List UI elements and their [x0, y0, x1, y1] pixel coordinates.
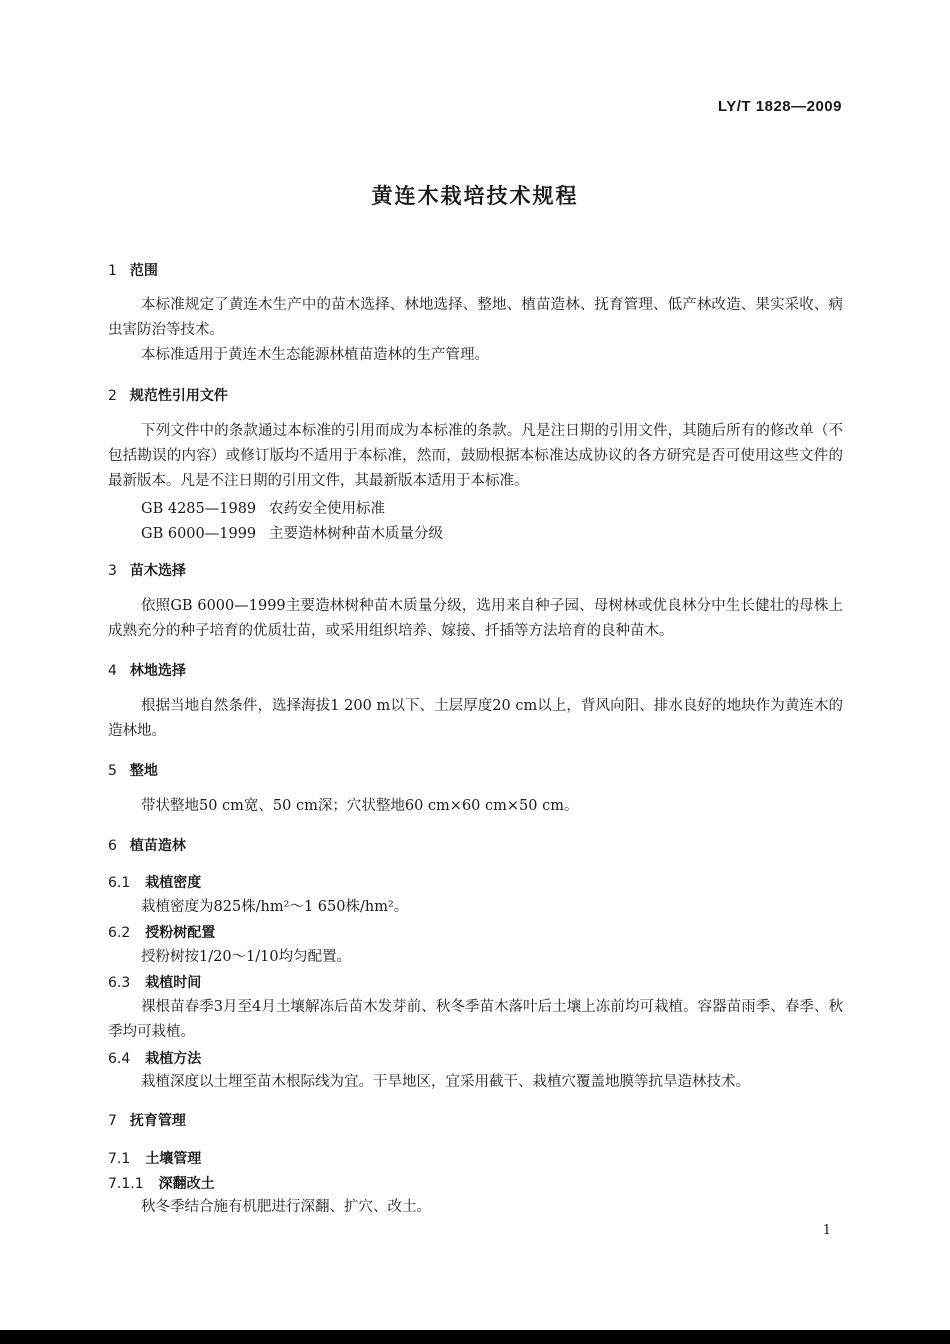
section-title: 范围	[129, 263, 158, 279]
subsection-heading-6-1	[108, 872, 201, 892]
reference-item	[141, 497, 385, 518]
paragraph-pollinator-trees: 授粉树按1/20～1/10均匀配置。	[141, 949, 352, 965]
subsection-heading-7-1-1	[108, 1173, 215, 1193]
standard-code: LY/T 1828—2009	[717, 98, 842, 115]
section-number: 2	[108, 388, 117, 404]
paragraph-planting-density: 栽植密度为825株/hm²～1 650株/hm²。	[141, 899, 409, 915]
section-number: 6	[108, 838, 117, 854]
section-title: 规范性引用文件	[129, 388, 228, 404]
subsection-number: 7.1.1	[108, 1176, 144, 1192]
paragraph-site-selection: 根据当地自然条件，选择海拔1 200 m以下、土层厚度20 cm以上，背风向阳、排水良好的地块作为黄连木的造林地。	[108, 698, 843, 739]
section-heading-2	[108, 385, 228, 405]
paragraph-scope-1: 本标准规定了黄连木生产中的苗木选择、林地选择、整地、植苗造林、抚育管理、低产林改造、果实采收、病虫害防治等技术。	[108, 297, 843, 338]
section-number: 1	[108, 263, 117, 279]
subsection-number: 6.1	[108, 875, 131, 891]
section-heading-6	[108, 835, 186, 855]
reference-code: GB 4285—1989	[141, 501, 257, 517]
paragraph-scope-2: 本标准适用于黄连木生态能源林植苗造林的生产管理。	[141, 347, 489, 363]
paragraph-seedling-selection: 依照GB 6000—1999主要造林树种苗木质量分级，选用来自种子园、母树林或优良林分中生长健壮的母株上成熟充分的种子培育的优质壮苗，或采用组织培养、嫁接、扦插等方法培育的良种苗木。	[108, 598, 843, 639]
subsection-heading-6-2	[108, 922, 215, 942]
subsection-number: 6.4	[108, 1051, 131, 1067]
section-title: 抚育管理	[129, 1113, 186, 1129]
section-number: 4	[108, 663, 117, 679]
section-title: 整地	[129, 763, 158, 779]
subsection-heading-6-4	[108, 1048, 201, 1068]
paragraph-planting-method: 栽植深度以土埋至苗木根际线为宜。干旱地区，宜采用截干、栽植穴覆盖地膜等抗旱造林技术。	[141, 1074, 750, 1090]
section-heading-7	[108, 1110, 186, 1130]
document-title: 黄连木栽培技术规程	[371, 184, 579, 208]
bottom-border	[0, 1330, 950, 1344]
reference-title: 主要造林树种苗木质量分级	[269, 526, 443, 542]
subsection-title: 栽植密度	[145, 875, 202, 891]
subsection-title: 深翻改土	[158, 1176, 215, 1192]
subsection-number: 7.1	[108, 1151, 131, 1167]
page-number: 1	[822, 1223, 831, 1238]
subsection-title: 栽植方法	[145, 1051, 202, 1067]
section-number: 7	[108, 1113, 117, 1129]
subsection-title: 土壤管理	[145, 1151, 202, 1167]
subsection-heading-6-3	[108, 972, 201, 992]
subsection-heading-7-1	[108, 1148, 201, 1168]
section-heading-4	[108, 660, 186, 680]
reference-item	[141, 522, 443, 543]
section-number: 3	[108, 563, 117, 579]
paragraph-references: 下列文件中的条款通过本标准的引用而成为本标准的条款。凡是注日期的引用文件，其随后所有的修改单（不包括勘误的内容）或修订版均不适用于本标准，然而，鼓励根据本标准达成协议的各方研究是否可使用这些文件的最新版本。凡是不注日期的引用文件，其最新版本适用于本标准。	[108, 423, 843, 489]
reference-title: 农药安全使用标准	[269, 501, 385, 517]
section-heading-3	[108, 560, 186, 580]
section-number: 5	[108, 763, 117, 779]
paragraph-planting-time: 裸根苗春季3月至4月土壤解冻后苗木发芽前、秋冬季苗木落叶后土壤上冻前均可栽植。容器苗雨季、春季、秋季均可栽植。	[108, 999, 843, 1040]
section-title: 苗木选择	[129, 563, 186, 579]
reference-code: GB 6000—1999	[141, 526, 257, 542]
paragraph-deep-tillage: 秋冬季结合施有机肥进行深翻、扩穴、改土。	[141, 1199, 431, 1215]
subsection-title: 栽植时间	[145, 975, 202, 991]
section-title: 植苗造林	[129, 838, 186, 854]
subsection-number: 6.2	[108, 925, 131, 941]
subsection-title: 授粉树配置	[145, 925, 216, 941]
section-heading-1	[108, 260, 158, 280]
paragraph-land-prep: 带状整地50 cm宽、50 cm深；穴状整地60 cm×60 cm×50 cm。	[141, 798, 579, 814]
section-heading-5	[108, 760, 158, 780]
section-title: 林地选择	[129, 663, 186, 679]
subsection-number: 6.3	[108, 975, 131, 991]
